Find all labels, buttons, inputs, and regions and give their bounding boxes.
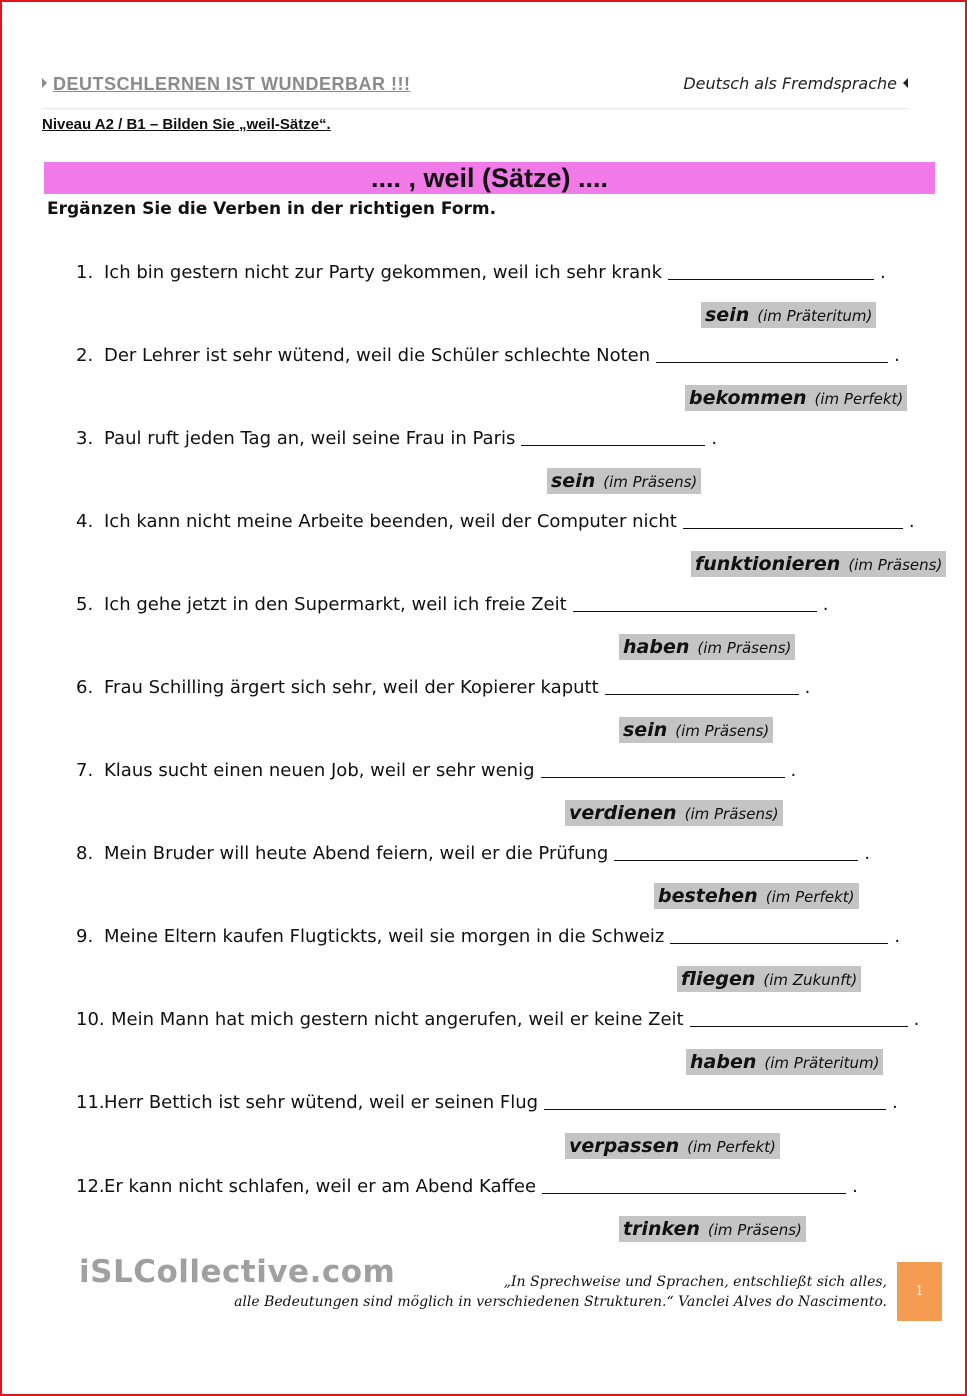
sentence-end: . (864, 843, 871, 864)
task-instruction: Ergänzen Sie die Verben in der richtigen Form. (47, 199, 497, 219)
answer-blank[interactable] (668, 265, 874, 280)
hint-verb: trinken (623, 1218, 700, 1240)
exercise-number: 2. (76, 345, 94, 366)
exercise-text: Herr Bettich ist sehr wütend, weil er seinen Flug (104, 1092, 539, 1113)
exercise-sentence (76, 926, 900, 947)
exercise-number: 4. (76, 511, 94, 532)
hint-tense: (im Zukunft) (763, 971, 858, 989)
exercise-text: Klaus sucht einen neuen Job, weil er sehr wenig (104, 760, 535, 781)
exercise-number: 5. (76, 594, 94, 615)
verb-hint (701, 302, 876, 328)
verb-hint (686, 1049, 883, 1075)
exercise-text: Ich bin gestern nicht zur Party gekommen, weil ich sehr krank (104, 262, 662, 283)
hint-tense: (im Präsens) (697, 639, 792, 657)
sentence-end: . (894, 345, 900, 366)
quote-line-1: „In Sprechweise und Sprachen, entschließt sich alles, (503, 1274, 887, 1290)
exercise-sentence (76, 1009, 919, 1030)
exercise-text: Mein Mann hat mich gestern nicht angerufen, weil er keine Zeit (111, 1009, 684, 1030)
exercise-text: Ich gehe jetzt in den Supermarkt, weil ich freie Zeit (104, 594, 567, 615)
hint-verb: haben (690, 1051, 757, 1073)
hint-tense: (im Präsens) (707, 1221, 802, 1239)
page-header (42, 72, 908, 109)
verb-hint (619, 634, 795, 660)
verb-hint (654, 883, 859, 909)
answer-blank[interactable] (544, 1095, 886, 1110)
hint-tense: (im Präsens) (675, 722, 770, 740)
hint-verb: bestehen (658, 885, 758, 907)
triangle-right-icon (42, 78, 47, 88)
exercise-sentence (76, 511, 915, 532)
hint-verb: funktionieren (695, 553, 841, 575)
sentence-end: . (880, 262, 886, 283)
hint-verb: verpassen (569, 1135, 680, 1157)
exercise-text: Meine Eltern kaufen Flugtickts, weil sie morgen in die Schweiz (104, 926, 665, 947)
exercise-number: 7. (76, 760, 94, 781)
answer-blank[interactable] (670, 929, 888, 944)
hint-tense: (im Perfekt) (765, 888, 855, 906)
verb-hint (565, 800, 783, 826)
exercise-number: 11. (76, 1092, 105, 1113)
triangle-left-icon (903, 78, 908, 88)
exercise-number: 1. (76, 262, 94, 283)
verb-hint (691, 551, 946, 577)
verb-hint (547, 468, 701, 494)
sentence-end: . (894, 926, 901, 947)
site-logo: iSLCollective.com (79, 1254, 396, 1290)
verb-hint (685, 385, 907, 411)
exercise-sentence (76, 843, 870, 864)
sentence-end: . (913, 1009, 920, 1030)
exercise-number: 10. (76, 1009, 105, 1030)
header-left-text: DEUTSCHLERNEN IST WUNDERBAR !!! (53, 74, 411, 94)
exercise-text: Paul ruft jeden Tag an, weil seine Frau in Paris (104, 428, 516, 449)
verb-hint (677, 966, 861, 992)
exercise-text: Ich kann nicht meine Arbeite beenden, weil der Computer nicht (104, 511, 677, 532)
footer-quote (167, 1272, 887, 1312)
hint-verb: fliegen (681, 968, 756, 990)
hint-tense: (im Perfekt) (814, 390, 904, 408)
hint-tense: (im Präsens) (848, 556, 943, 574)
exercise-sentence (76, 1092, 898, 1113)
answer-blank[interactable] (541, 763, 785, 778)
hint-verb: haben (623, 636, 690, 658)
verb-hint (565, 1133, 780, 1159)
answer-blank[interactable] (683, 514, 903, 529)
answer-blank[interactable] (605, 680, 799, 695)
hint-tense: (im Perfekt) (687, 1138, 776, 1156)
page-number-badge: 1 (897, 1262, 942, 1321)
exercise-number: 9. (76, 926, 94, 947)
sentence-end: . (790, 760, 797, 781)
sentence-end: . (822, 594, 829, 615)
exercise-text: Der Lehrer ist sehr wütend, weil die Schüler schlechte Noten (104, 345, 651, 366)
hint-tense: (im Präteritum) (757, 307, 873, 325)
answer-blank[interactable] (573, 597, 817, 612)
answer-blank[interactable] (521, 431, 705, 446)
sentence-end: . (711, 428, 718, 449)
sentence-end: . (892, 1092, 898, 1113)
exercise-text: Frau Schilling ärgert sich sehr, weil der Kopierer kaputt (104, 677, 599, 698)
header-right-text: Deutsch als Fremdsprache (683, 74, 897, 93)
hint-tense: (im Präsens) (684, 805, 779, 823)
sentence-end: . (852, 1176, 858, 1197)
exercise-text: Mein Bruder will heute Abend feiern, weil er die Prüfung (104, 843, 609, 864)
exercise-sentence (76, 760, 796, 781)
quote-line-2: alle Bedeutungen sind möglich in verschiedenen Strukturen.“ Vanclei Alves do Nascimento. (234, 1294, 887, 1310)
exercise-text: Er kann nicht schlafen, weil er am Abend Kaffee (104, 1176, 537, 1197)
answer-blank[interactable] (542, 1179, 846, 1194)
exercise-sentence (76, 1176, 858, 1197)
answer-blank[interactable] (656, 348, 888, 363)
hint-tense: (im Präsens) (603, 473, 698, 491)
hint-verb: verdienen (569, 802, 677, 824)
level-heading: Niveau A2 / B1 – Bilden Sie „weil-Sätze“. (42, 116, 331, 133)
exercise-sentence (76, 677, 810, 698)
header-title-right (683, 74, 908, 93)
verb-hint (619, 717, 773, 743)
exercise-number: 6. (76, 677, 94, 698)
hint-tense: (im Präteritum) (764, 1054, 880, 1072)
exercise-sentence (76, 345, 900, 366)
exercise-number: 3. (76, 428, 94, 449)
sentence-end: . (804, 677, 811, 698)
hint-verb: sein (551, 470, 596, 492)
exercise-sentence (76, 428, 717, 449)
hint-verb: bekommen (689, 387, 807, 409)
exercise-number: 12. (76, 1176, 105, 1197)
sentence-end: . (908, 511, 915, 532)
exercise-number: 8. (76, 843, 94, 864)
hint-verb: sein (705, 304, 750, 326)
answer-blank[interactable] (690, 1012, 908, 1027)
exercise-sentence (76, 262, 886, 283)
answer-blank[interactable] (614, 846, 858, 861)
exercise-sentence (76, 594, 828, 615)
header-title-left (42, 74, 410, 95)
hint-verb: sein (623, 719, 668, 741)
verb-hint (619, 1216, 806, 1242)
worksheet-title-banner: .... , weil (Sätze) .... (44, 162, 935, 194)
